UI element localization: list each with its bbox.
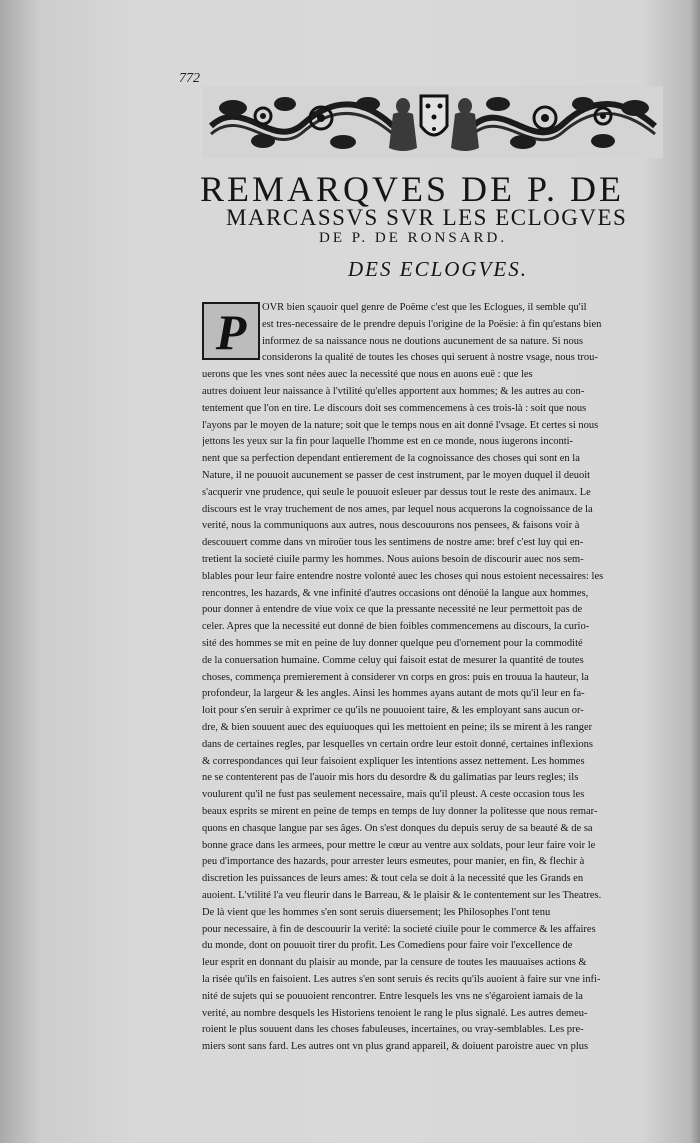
text-line: informez de sa naissance nous ne doutions aucunement de sa nature. Si nous [262,335,584,347]
text-line: loit pour s'en seruir à exprimer ce qu'ils ne pouuoient taire, & les employant sans aucun or- [202,705,584,717]
text-line: jettons les yeux sur la fin pour laquelle l'homme est en ce monde, nous iugerons inconti- [202,436,574,448]
text-line: OVR bien sçauoir quel genre de Poëme c'est que les Eclogues, il semble qu'il [262,302,587,313]
title-line-1: REMARQVES DE P. DE [200,169,625,209]
text-line: leur esprit en donnant du plaisir au monde, par la censure de toutes les mauuaises actions & [202,957,587,969]
text-line: nent que sa perfection dependant entierement de la cognoissance des choses qui sont en la [202,453,580,465]
text-line: voulurent qu'il ne fust pas seulement necessaire, mais qu'il pleust. A ceste occasion tous les [202,789,585,801]
section-heading: DES ECLOGVES. [348,257,528,281]
text-line: autres doiuent leur naissance à l'vtilité qu'elles apportent aux hommes; & les autres au con- [202,386,585,397]
text-line: roient le plus souuent dans les choses fabuleuses, incertaines, ou vray-semblables. Les pre- [202,1024,584,1036]
text-line: miers sont sans fard. Les autres ont vn plus grand appareil, & doiuent paroistre auec vn plus [202,1041,589,1053]
text-line: pour donner à entendre de viue voix ce que la pressante necessité ne leur permettoit pas de [202,604,583,616]
text-line: verité, au nombre desquels les Historiens tenoient le rang le plus signalé. Les autres demeu- [202,1007,588,1019]
text-line: De là vient que les hommes s'en sont seruis diuersement; les Philosophes l'ont tenu [202,906,551,918]
text-line: sité des hommes se mit en peine de luy donner quelque peu d'ornement pour la commodité [202,638,583,649]
text-line: dans de certaines regles, par lesquelles vn certain ordre leur estoit donné, certaines inflexions [202,738,593,750]
text-line: dre, & bien souuent auec des equiuoques qui les mettoient en peine; ils se mirent à les ranger [202,722,593,733]
text-line: descouuert comme dans vn miroüer tous les sentimens de nostre ame: bref c'est luy qui en- [202,537,584,549]
text-line: peu d'importance des hazards, pour arrester leurs esmeutes, pour manier, en fin, & flechir à [202,856,585,868]
text-line: verité, nous la communiquons aux autres, nous descouurons nos pensees, & faisons voir à [202,520,580,532]
text-line: s'acquerir vne prudence, qui seule le pouuoit esleuer par dessus tout le reste des animaux. Le [202,486,591,498]
text-line: pour necessaire, à fin de descouurir la verité: la societé ciuile pour le commerce & les affaires [202,923,596,935]
text-line: rencontres, les hazards, & vne infinité d'autres occasions ont dénoüé la langue aux hommes, [202,587,589,599]
text-line: tretient la societé ciuile parmy les hommes. Nous auions besoin de discourir auec nos sem- [202,554,584,565]
text-line: blables pour leur faire entendre nostre volonté auec les choses qui nous estoient necessaires: les [202,570,604,582]
text-line: beaux esprits se mirent en peine de temps en temps de luy donner la politesse que nous remar- [202,806,598,817]
text-line: auoient. L'vtilité l'a veu fleurir dans le Barreau, & le plaisir & le contentement sur les Theatres. [202,890,602,901]
drop-capital-letter: P [215,304,247,360]
text-line: de la conuersation humaine. Comme celuy qui faisoit estat de mesurer la quantité de toutes [202,654,584,666]
text-line: est tres-necessaire de le prendre depuis l'origine de la Poësie: à fin qu'estans bien [262,318,602,330]
text-line: l'ayons par le moyen de la nature; soit que le temps nous en ait donné l'vsage. Et certes si nous [202,419,599,431]
text-line: bonne grace dans les armees, pour mettre le cœur au ventre aux soldats, pour leur faire voir le [202,839,596,851]
text-line: considerons la qualité de toutes les choses qui seruent à nostre vsage, nous trou- [262,352,598,364]
text-line: Nature, il ne pouuoit aucunement se passer de cest instrument, par le moyen duquel il deuoit [202,470,591,481]
text-line: tentement que l'on en tire. Le discours doit ses commencemens à ces trois-là : soit que nous [202,402,587,414]
text-line: nité de sujets qui se pouuoient rencontrer. Entre lesquels les vns ne s'égaroient iamais de la [202,990,583,1002]
text-line: la risée qu'ils en faisoient. Les autres s'en sont seruis és recits qu'ils auoient à faire sur vne infi- [202,974,601,985]
text-line: choses, commença premierement à considerer vn corps en gros: puis en trouua la hauteur, la [202,671,589,683]
text-line: profondeur, la largeur & les angles. Ainsi les hommes ayans autant de mots qu'il leur en fa- [202,688,585,700]
title-line-3: DE P. DE RONSARD. [319,230,508,246]
text-line: ne se contenterent pas de l'auoir mis hors du desordre & du galimatias par leurs regles; ils [202,772,579,784]
text-line: quons en chasque langue par ses âges. On s'est donques du depuis seruy de sa beauté & de sa [202,822,593,834]
text-line: celer. Apres que la necessité eut donné de bien foibles commencemens au discours, la curio- [202,621,590,633]
text-line: uerons que les vnes sont nées auec la necessité que nous en auons euë : que les [202,369,533,381]
text-line: du monde, dont on pouuoit tirer du profit. Les Comediens pour faire voir l'excellence de [202,940,573,952]
text-line: & correspondances qui leur faisoient expliquer les intentions assez nettement. Les hommes [202,755,585,767]
title-line-2: MARCASSVS SVR LES ECLOGVES [226,205,628,230]
text-line: discours est le vray truchement de nos ames, par lequel nous acquerons la cognoissance de la [202,503,593,515]
ornamental-headpiece [203,86,663,158]
drop-capital [202,302,260,360]
text-line: discretion les puissances de leurs ames: & tout cela se doit à la necessité que les Grands en [202,873,584,885]
page-number: 772 [179,71,200,86]
